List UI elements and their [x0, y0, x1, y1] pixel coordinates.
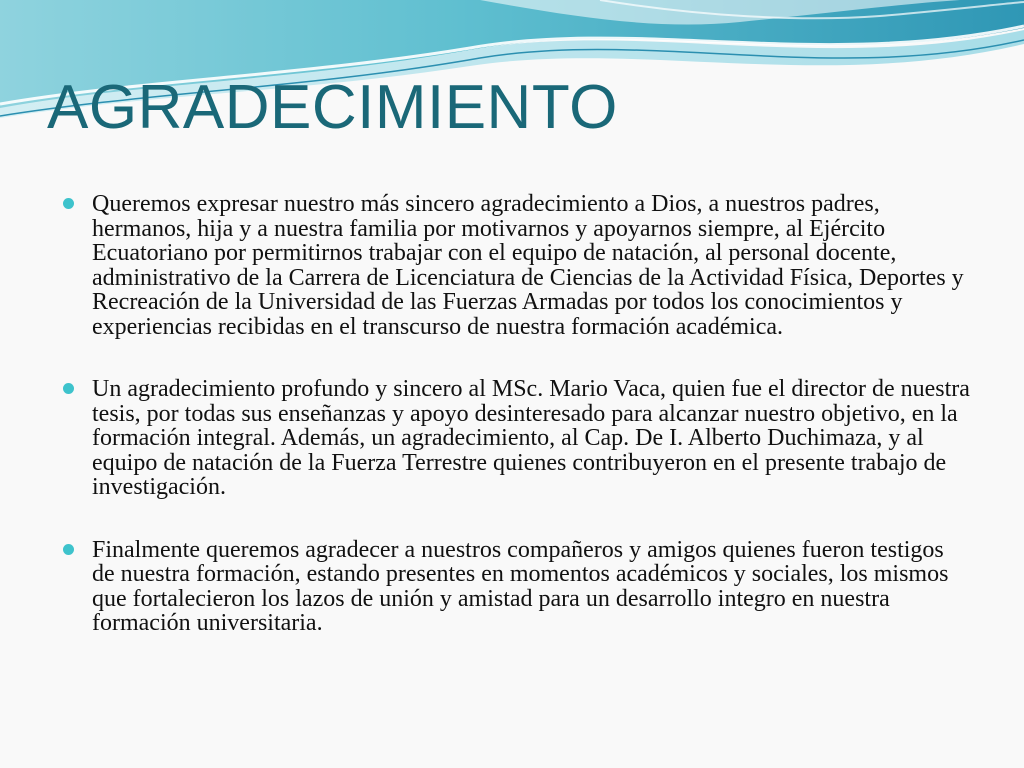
slide-title: AGRADECIMIENTO — [47, 73, 618, 142]
bullet-text: Finalmente queremos agradecer a nuestros compañeros y amigos quienes fueron testigos de nuestra formación, estando presentes en momentos académicos y sociales, los mismos que fortalecieron los lazos de unión y amistad para un desarrollo integro en nuestra formación universitaria. — [92, 536, 949, 636]
bullet-text: Queremos expresar nuestro más sincero agradecimiento a Dios, a nuestros padres, hermanos, hija y a nuestra familia por motivarnos y apoyarnos siempre, al Ejército Ecuatoriano por permitirnos trabajar con el equipo de natación, al personal docente, administrativo de la Carrera de Licenciatura de Ciencias de la Actividad Física, Deportes y Recreación de la Universidad de las Fuerzas Armadas por todos los conocimientos y experiencias recibidas en el transcurso de nuestra formación académica. — [92, 191, 964, 340]
bullet-list — [62, 192, 972, 636]
bullet-item — [62, 538, 972, 636]
bullet-text: Un agradecimiento profundo y sincero al MSc. Mario Vaca, quien fue el director de nuestra tesis, por todas sus enseñanzas y apoyo desinteresado para alcanzar nuestro objetivo, en la formación integral. Además, un agradecimiento, al Cap. De I. Alberto Duchimaza, y al equipo de natación de la Fuerza Terrestre quienes contribuyeron en el presente trabajo de investigación. — [92, 376, 970, 500]
bullet-item — [62, 377, 972, 500]
bullet-item — [62, 192, 972, 339]
circle-bullet-icon — [63, 198, 74, 209]
circle-bullet-icon — [63, 544, 74, 555]
circle-bullet-icon — [63, 383, 74, 394]
